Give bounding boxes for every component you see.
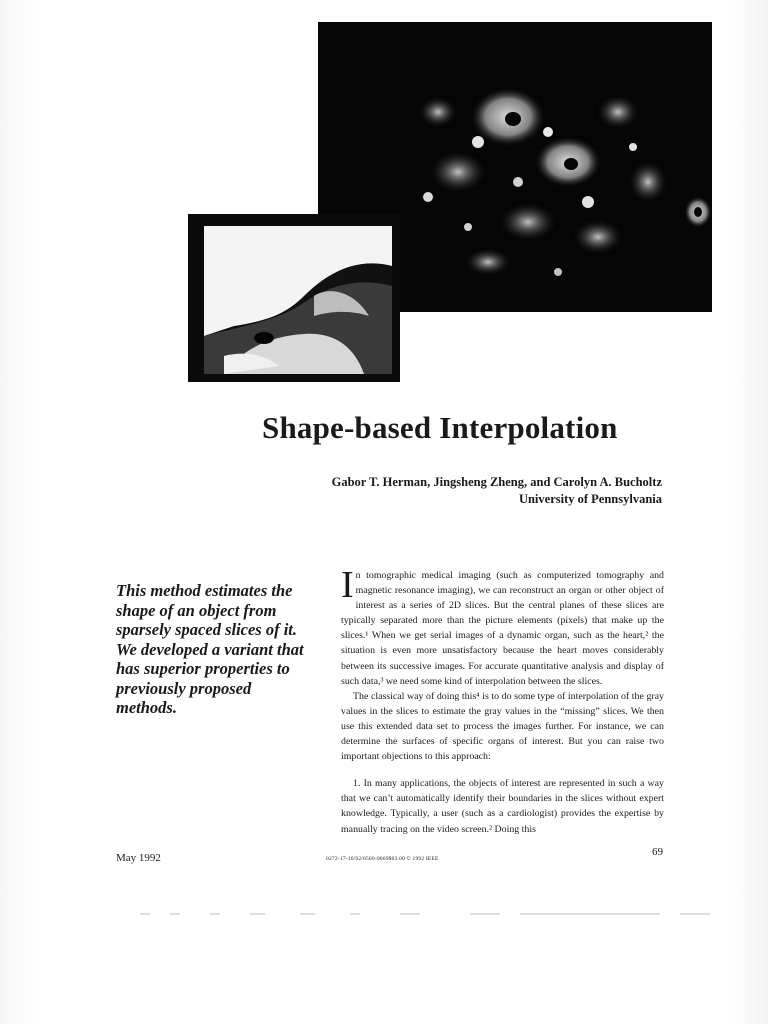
- author-affiliation: University of Pennsylvania: [518, 492, 662, 506]
- scan-artifact-line: [140, 912, 710, 916]
- skull-rendering-frame: [204, 226, 392, 374]
- body-paragraph: In tomographic medical imaging (such as computerized tomography and magnetic resonance imaging), we can reconstruct an organ or other object of interest as a series of 2D slices. But the central planes of these slices are typically separated more than the picture elements (pixels) that make up the slices.¹ When we get serial images of a dynamic organ, such as the heart,² the situation is even more unsatisfactory because the heart moves considerably between its successive images. For accurate quantitative analysis and display of such data,³ we need some kind of interpolation between the slices.: [341, 564, 664, 687]
- abstract-pullquote: This method estimates the shape of an object from sparsely spaced slices of it. We developed a variant that has superior properties to previously proposed methods.: [116, 581, 304, 717]
- page-number: 69: [652, 846, 663, 858]
- author-names: Gabor T. Herman, Jingsheng Zheng, and Carolyn A. Bucholtz: [331, 475, 662, 489]
- article-title: Shape-based Interpolation: [262, 410, 618, 445]
- body-list-item: 1. In many applications, the objects of interest are represented in such a way that we can’t automatically identify their boundaries in the slices without expert knowledge. Typically, a user (such as a cardiologist) provides the expertise by manually tracing on the video screen.² Doing this: [341, 778, 664, 835]
- skull-rendering-graphic: [204, 226, 392, 374]
- issue-date: May 1992: [116, 852, 161, 864]
- body-column: [341, 564, 664, 837]
- author-block: [300, 474, 662, 508]
- body-paragraph: The classical way of doing this⁴ is to do some type of interpolation of the gray values in the slices to estimate the gray values in the “missing” slices. We then use this extended data set to process the images further. For instance, we can determine the surfaces of specific organs of interest. But you can raise two important objections to this approach:: [341, 690, 664, 763]
- copyright-code: 0272-17-16/92/0500-0069$03.00 © 1992 IEEE: [326, 856, 439, 862]
- skull-rendering-image: [188, 214, 400, 382]
